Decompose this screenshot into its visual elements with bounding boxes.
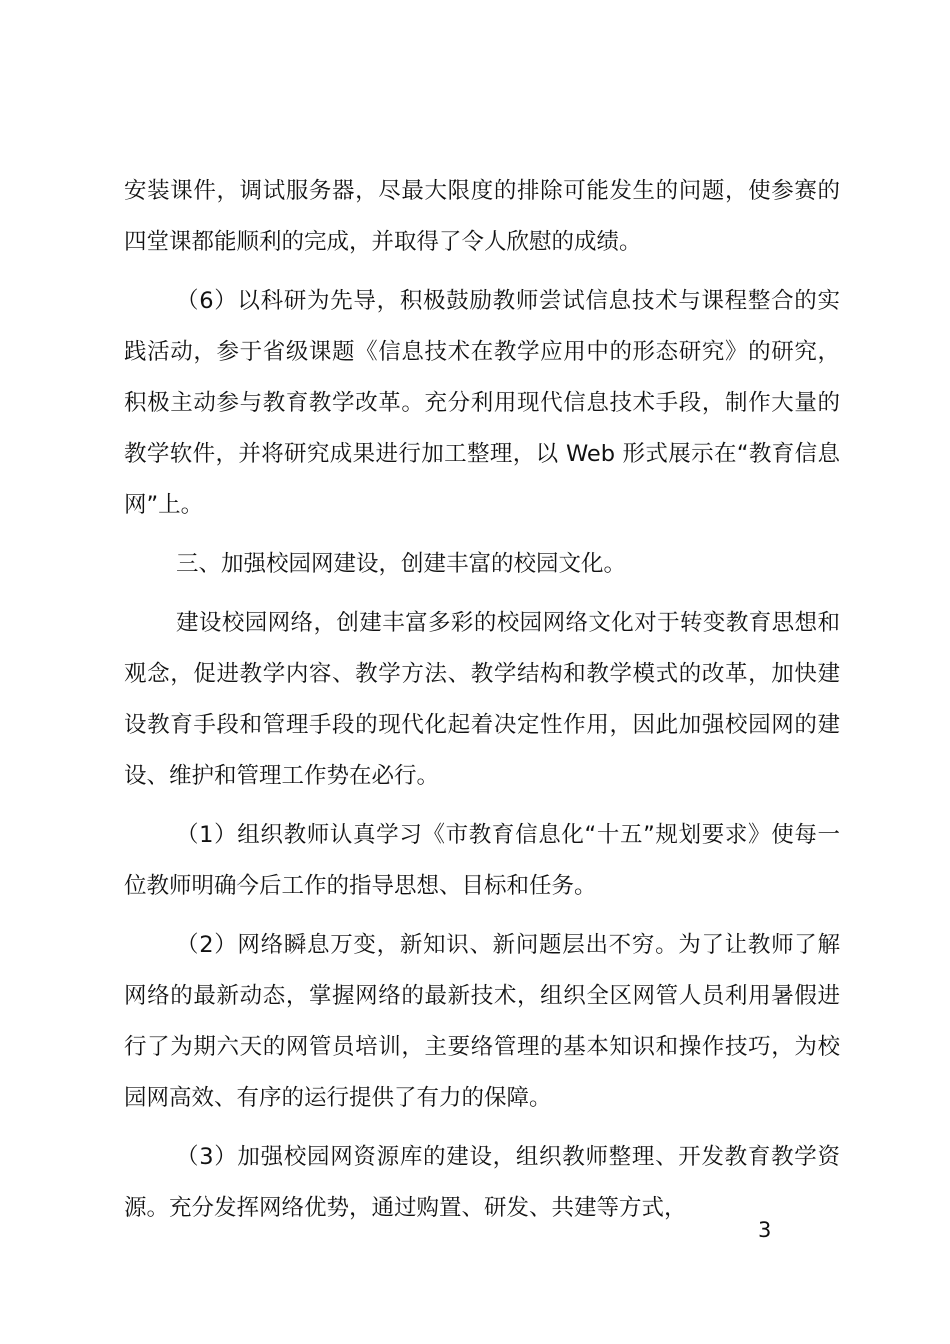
body-text [124, 166, 840, 1242]
paragraph-item-2: （2）网络瞬息万变，新知识、新问题层出不穷。为了让教师了解网络的最新动态，掌握网络的最新技术，组织全区网管人员利用暑假进行了为期六天的网管员培训，主要络管理的基本知识和操作技巧，为校园网高效、有序的运行提供了有力的保障。 [124, 932, 840, 1111]
paragraph-continuation: 安装课件，调试服务器，尽最大限度的排除可能发生的问题，使参赛的四堂课都能顺利的完成，并取得了令人欣慰的成绩。 [124, 178, 840, 255]
page-number: 3 [758, 1218, 772, 1242]
paragraph-intro: 建设校园网络，创建丰富多彩的校园网络文化对于转变教育思想和观念，促进教学内容、教学方法、教学结构和教学模式的改革，加快建设教育手段和管理手段的现代化起着决定性作用，因此加强校园网的建设、维护和管理工作势在必行。 [124, 610, 840, 789]
paragraph-item-1: （1）组织教师认真学习《市教育信息化“十五”规划要求》使每一位教师明确今后工作的指导思想、目标和任务。 [124, 822, 840, 899]
paragraph-item-6: （6）以科研为先导，积极鼓励教师尝试信息技术与课程整合的实践活动，参于省级课题《信息技术在教学应用中的形态研究》的研究，积极主动参与教育教学改革。充分利用现代信息技术手段，制作大量的教学软件，并将研究成果进行加工整理，以 Web 形式展示在“教育信息网”上。 [124, 288, 840, 518]
paragraph-item-3: （3）加强校园网资源库的建设，组织教师整理、开发教育教学资源。充分发挥网络优势，通过购置、研发、共建等方式， [124, 1144, 840, 1221]
section-heading-3: 三、加强校园网建设，创建丰富的校园文化。 [176, 551, 627, 577]
